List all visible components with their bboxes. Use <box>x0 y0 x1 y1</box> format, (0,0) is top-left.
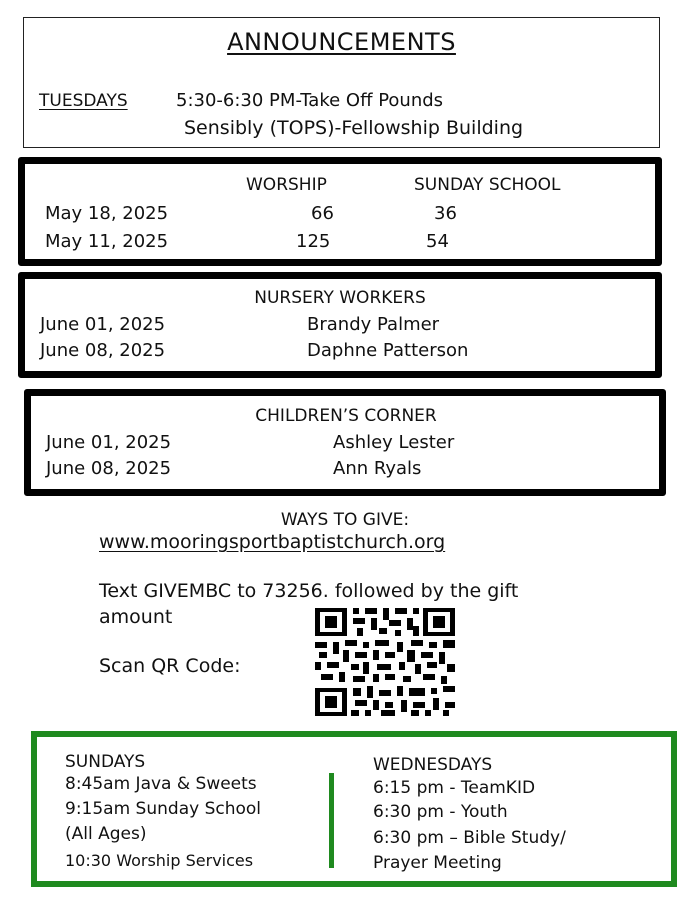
schedule-divider <box>329 773 334 868</box>
nursery-worker-name: Brandy Palmer <box>307 314 440 335</box>
ways-to-give-title: WAYS TO GIVE: <box>280 510 410 530</box>
sunday-item: 9:15am Sunday School <box>65 799 262 819</box>
sundays-title: SUNDAYS <box>65 752 146 772</box>
wednesdays-title: WEDNESDAYS <box>373 755 493 775</box>
church-website-link[interactable]: www.mooringsportbaptistchurch.org <box>99 531 446 553</box>
sunday-item: (All Ages) <box>65 824 147 844</box>
nursery-workers-title: NURSERY WORKERS <box>254 288 426 308</box>
worship-count: 66 <box>311 203 334 224</box>
childrens-corner-date: June 01, 2025 <box>46 432 172 453</box>
wednesday-item: Prayer Meeting <box>373 853 502 873</box>
worship-column-header: WORSHIP <box>246 175 327 195</box>
scan-qr-label: Scan QR Code: <box>99 655 241 677</box>
text-to-give-line-2: amount <box>99 606 173 628</box>
childrens-corner-name: Ashley Lester <box>333 432 455 453</box>
nursery-date: June 08, 2025 <box>40 340 166 361</box>
tuesdays-line-2: Sensibly (TOPS)-Fellowship Building <box>184 117 524 139</box>
wednesday-item: 6:15 pm - TeamKID <box>373 778 536 798</box>
attendance-date: May 18, 2025 <box>45 203 169 224</box>
wednesday-item: 6:30 pm – Bible Study/ <box>373 828 566 848</box>
sunday-school-count: 36 <box>434 203 457 224</box>
worship-count: 125 <box>296 231 331 252</box>
qr-code-icon[interactable] <box>315 608 455 716</box>
text-to-give-line-1: Text GIVEMBC to 73256. followed by the gift <box>99 580 519 602</box>
tuesdays-label: TUESDAYS <box>39 91 128 111</box>
tuesdays-line-1: 5:30-6:30 PM-Take Off Pounds <box>176 90 444 111</box>
nursery-date: June 01, 2025 <box>40 314 166 335</box>
announcements-title: ANNOUNCEMENTS <box>227 28 456 56</box>
sunday-item: 10:30 Worship Services <box>65 851 254 870</box>
sunday-school-count: 54 <box>426 231 449 252</box>
nursery-worker-name: Daphne Patterson <box>307 340 469 361</box>
sunday-school-column-header: SUNDAY SCHOOL <box>414 175 561 195</box>
wednesday-item: 6:30 pm - Youth <box>373 802 508 822</box>
childrens-corner-date: June 08, 2025 <box>46 458 172 479</box>
childrens-corner-name: Ann Ryals <box>333 458 422 479</box>
sunday-item: 8:45am Java & Sweets <box>65 774 257 794</box>
announcements-box <box>23 17 660 148</box>
attendance-date: May 11, 2025 <box>45 231 169 252</box>
childrens-corner-title: CHILDREN’S CORNER <box>255 406 437 426</box>
